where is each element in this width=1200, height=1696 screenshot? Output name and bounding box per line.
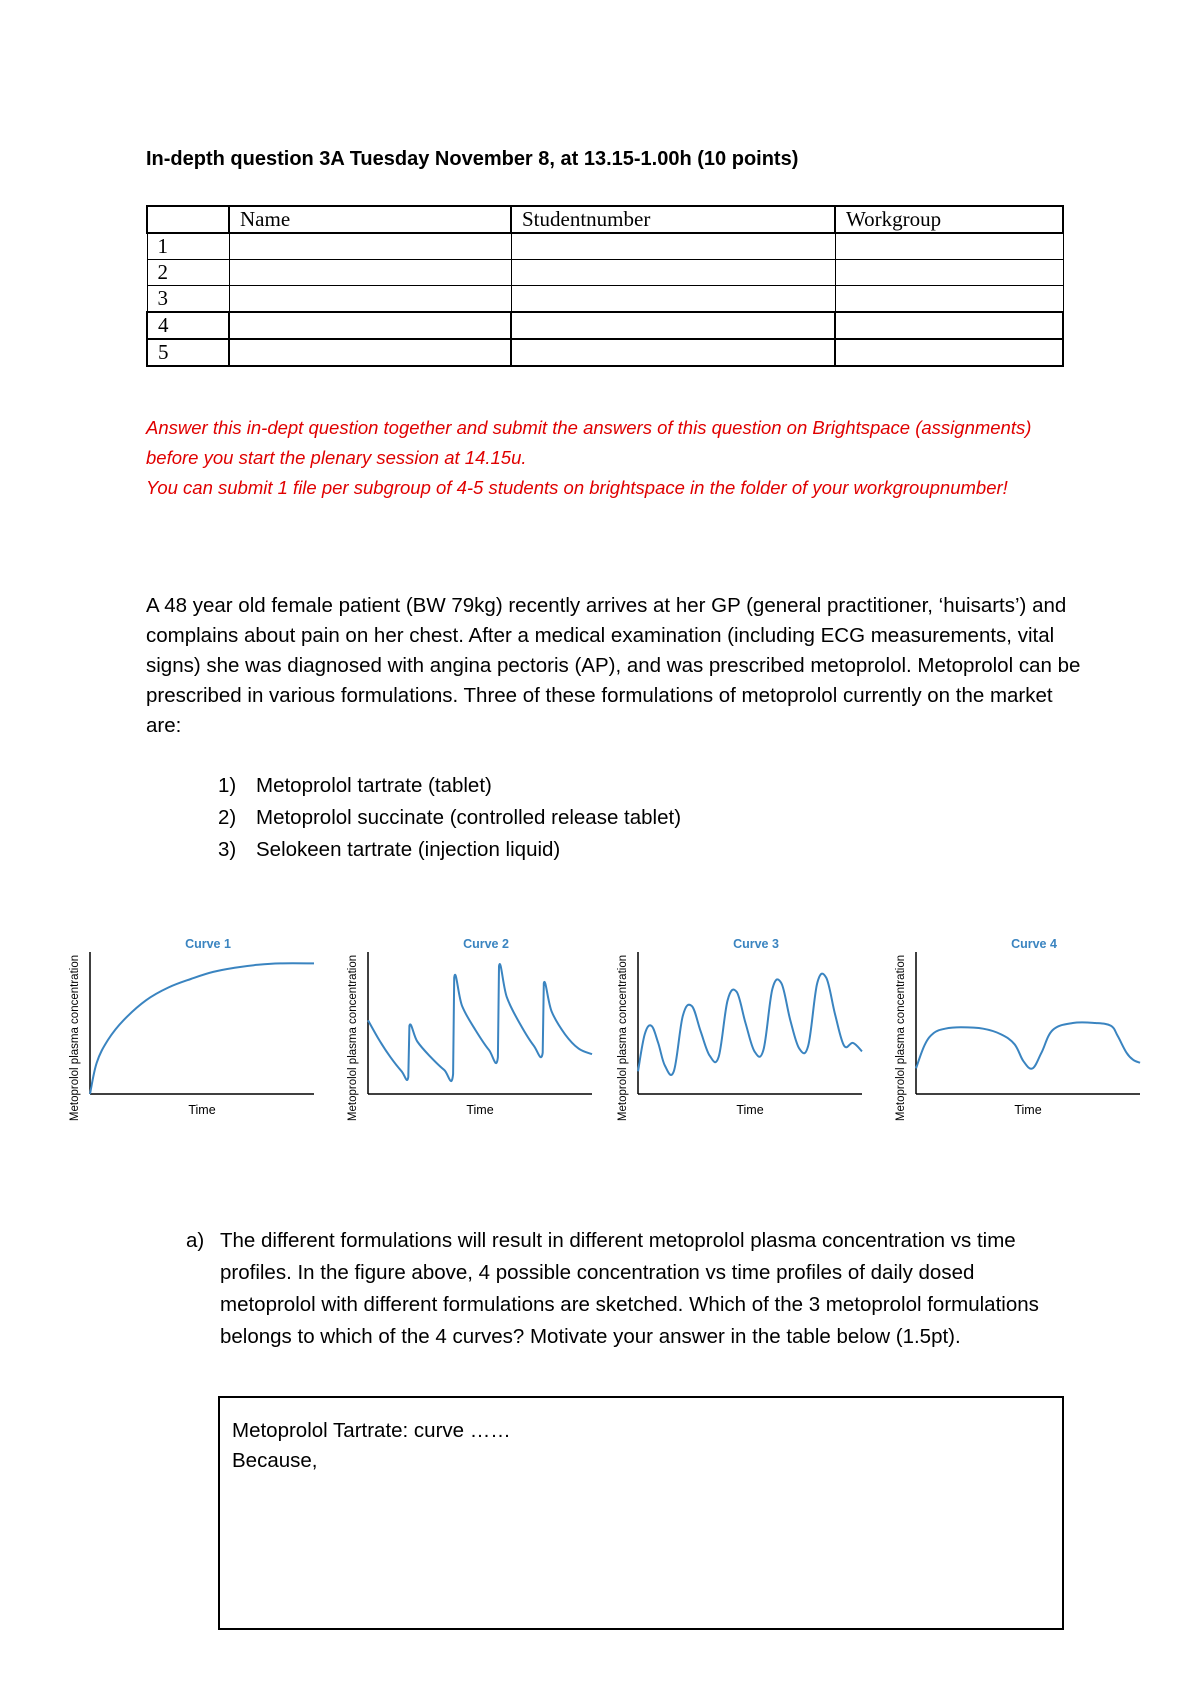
curve-chart-3 [616,934,876,1154]
question-a [186,1225,1066,1353]
roster-header-name: Name [229,206,511,233]
roster-studentnumber-cell[interactable] [511,312,835,339]
y-axis-label: Metoprolol plasma concentration [895,954,907,1122]
roster-row [147,286,1063,313]
roster-row-number: 2 [147,260,229,286]
formulation-number: 2) [218,806,237,829]
chart-title: Curve 4 [1011,937,1057,951]
question-title: In-depth question 3A Tuesday November 8, at 13.15-1.00h (10 points) [146,148,799,170]
curve-chart-svg [894,934,1154,1154]
case-description [146,591,1086,741]
instruction-line-2: You can submit 1 file per subgroup of 4-5 students on brightspace in the folder of your workgroupnumber! [146,477,1008,498]
curve-chart-1 [68,934,328,1154]
formulation-text: Selokeen tartrate (injection liquid) [256,838,561,861]
curve-chart-2 [346,934,606,1154]
x-axis-label: Time [188,1103,216,1117]
roster-row [147,312,1063,339]
instruction-line-1: Answer this in-dept question together and submit the answers of this question on Brightspace (assignments) before you start the plenary session at 14.15u. [146,417,1032,468]
roster-row-number: 3 [147,286,229,313]
roster-workgroup-cell[interactable] [835,339,1063,366]
roster-studentnumber-cell[interactable] [511,260,835,286]
answer-line-2: Because, [232,1449,318,1472]
curve-chart-4 [894,934,1154,1154]
x-axis-label: Time [466,1103,494,1117]
concentration-curve [90,963,314,1094]
x-axis-label: Time [1014,1103,1042,1117]
formulation-text: Metoprolol tartrate (tablet) [256,774,492,797]
roster-name-cell[interactable] [229,233,511,260]
roster-studentnumber-cell[interactable] [511,286,835,313]
roster-row-number: 5 [147,339,229,366]
roster-row-number: 1 [147,233,229,260]
answer-line-1: Metoprolol Tartrate: curve …… [232,1419,511,1442]
chart-title: Curve 3 [733,937,779,951]
concentration-curve [916,1022,1140,1068]
roster-workgroup-cell[interactable] [835,312,1063,339]
roster-row [147,260,1063,286]
curve-chart-svg [68,934,328,1154]
roster-name-cell[interactable] [229,339,511,366]
roster-workgroup-cell[interactable] [835,286,1063,313]
roster-workgroup-cell[interactable] [835,233,1063,260]
roster-workgroup-cell[interactable] [835,260,1063,286]
roster-studentnumber-cell[interactable] [511,339,835,366]
y-axis-label: Metoprolol plasma concentration [69,954,81,1122]
roster-row [147,233,1063,260]
formulation-number: 3) [218,838,237,861]
student-roster-table [146,205,1064,367]
formulation-item [218,802,681,834]
y-axis-label: Metoprolol plasma concentration [347,954,359,1122]
answer-box[interactable] [218,1396,1064,1630]
concentration-curve [368,964,592,1081]
question-a-text: The different formulations will result in different metoprolol plasma concentration vs time profiles. In the figure above, 4 possible concentration vs time profiles of daily dosed metoprolol with different formulations are sketched. Which of the 3 metoprolol formulations belongs to which of the 4 curves? Motivate your answer in the table below (1.5pt). [220,1229,1039,1348]
y-axis-label: Metoprolol plasma concentration [617,954,629,1122]
roster-name-cell[interactable] [229,286,511,313]
formulation-list [218,770,681,866]
formulation-item [218,770,681,802]
concentration-curve [638,974,862,1075]
roster-header-cell [147,206,229,233]
formulation-item [218,834,681,866]
chart-title: Curve 1 [185,937,231,951]
question-a-label: a) [186,1229,205,1252]
curve-chart-svg [616,934,876,1154]
curve-chart-svg [346,934,606,1154]
roster-row-number: 4 [147,312,229,339]
x-axis-label: Time [736,1103,764,1117]
roster-row [147,339,1063,366]
formulation-text: Metoprolol succinate (controlled release tablet) [256,806,682,829]
roster-header-row [147,206,1063,233]
chart-title: Curve 2 [463,937,509,951]
roster-header-studentnumber: Studentnumber [511,206,835,233]
roster-name-cell[interactable] [229,312,511,339]
roster-header-workgroup: Workgroup [835,206,1063,233]
case-text: A 48 year old female patient (BW 79kg) recently arrives at her GP (general practitioner, ‘huisarts’) and complains about pain on her chest. After a medical examination (including ECG measurements, vital signs) she was diagnosed with angina pectoris (AP), and was prescribed metoprolol. Metoprolol can be prescribed in various formulations. Three of these formulations of metoprolol currently on the market are: [146,594,1081,737]
formulation-number: 1) [218,774,237,797]
roster-studentnumber-cell[interactable] [511,233,835,260]
roster-name-cell[interactable] [229,260,511,286]
submission-instructions [146,413,1086,503]
